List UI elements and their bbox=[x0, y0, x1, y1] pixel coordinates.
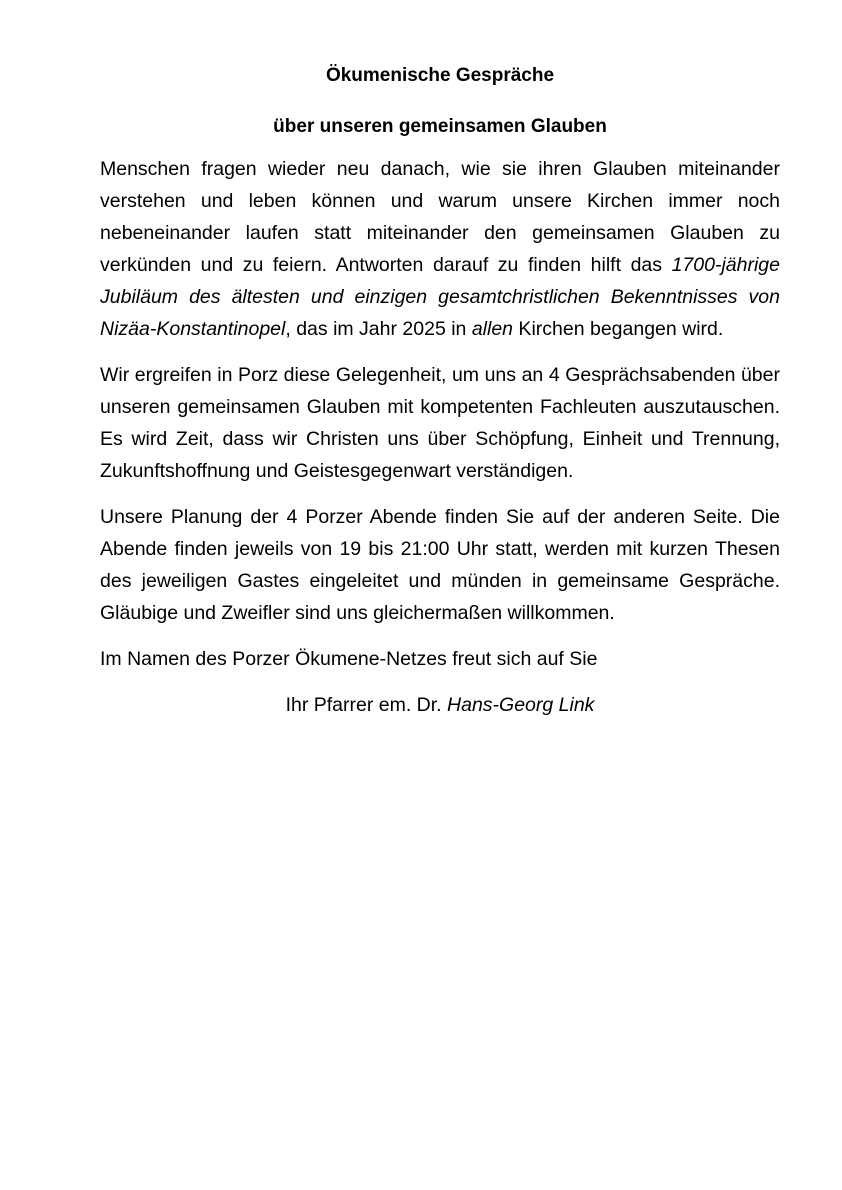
paragraph-intro-text-2: , das im Jahr 2025 in bbox=[285, 318, 472, 340]
document-title: Ökumenische Gespräche bbox=[325, 65, 555, 86]
paragraph-porz: Wir ergreifen in Porz diese Gelegenheit, um uns an 4 Gesprächsabenden über unseren gemeinsamen Glauben mit kompetenten Fachleuten auszutauschen. Es wird Zeit, dass wir Christen uns über Schöpfung, Einheit und Trennung, Zukunftshoffnung und Geistesgegenwart verständigen. bbox=[100, 364, 780, 482]
greeting-line: Im Namen des Porzer Ökumene-Netzes freut sich auf Sie bbox=[100, 648, 598, 670]
paragraph-intro bbox=[100, 153, 780, 345]
paragraph-intro-italic-jubilee: 1700-jährige Jubiläum des ältesten und einzigen gesamtchristlichen Bekenntnisses von Nizäa-Konstantinopel bbox=[100, 254, 780, 340]
signature-name: Hans-Georg Link bbox=[447, 694, 595, 716]
paragraph-intro-italic-allen: allen bbox=[471, 318, 514, 340]
document-subtitle: über unseren gemeinsamen Glauben bbox=[273, 116, 607, 137]
paragraph-intro-text-1: Menschen fragen wieder neu danach, wie sie ihren Glauben miteinander verstehen und leben können und warum unsere Kirchen immer noch nebeneinander laufen statt miteinander den gemeinsamen Glauben zu verkünden und zu feiern. Antworten darauf zu finden hilft das bbox=[100, 158, 780, 276]
signature-line bbox=[100, 689, 780, 721]
document-body bbox=[100, 64, 780, 721]
signature-prefix: Ihr Pfarrer em. Dr. bbox=[285, 694, 448, 716]
paragraph-planning: Unsere Planung der 4 Porzer Abende finden Sie auf der anderen Seite. Die Abende finden jeweils von 19 bis 21:00 Uhr statt, werden mit kurzen Thesen des jeweiligen Gastes eingeleitet und münden in gemeinsame Gespräche. Gläubige und Zweifler sind uns gleichermaßen willkommen. bbox=[100, 506, 780, 624]
paragraph-intro-text-3: Kirchen begangen wird. bbox=[513, 318, 724, 340]
